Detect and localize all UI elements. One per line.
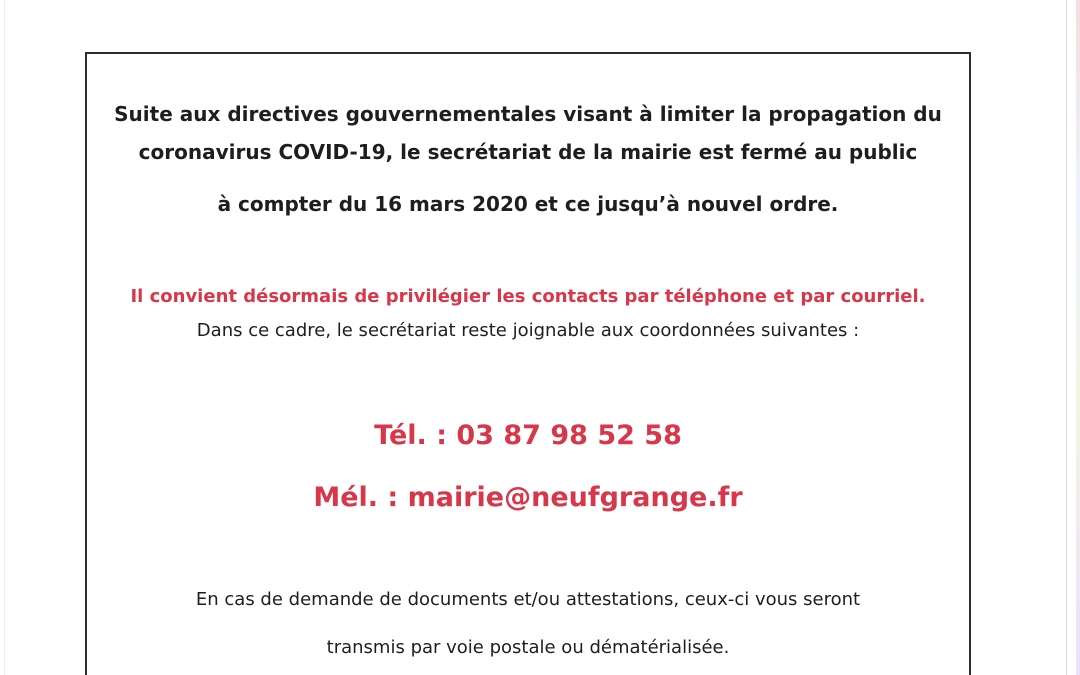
notice-line-directives: Suite aux directives gouvernementales visant à limiter la propagation du bbox=[114, 102, 942, 126]
notice-line-date: à compter du 16 mars 2020 et ce jusqu’à nouvel ordre. bbox=[217, 192, 839, 216]
scan-edge-line bbox=[1066, 0, 1067, 675]
notice-email: Mél. : mairie@neufgrange.fr bbox=[313, 482, 743, 513]
scan-color-fringe bbox=[1076, 0, 1080, 675]
notice-line-transmission: transmis par voie postale ou dématérialisée. bbox=[326, 637, 730, 658]
notice-line-reachable: Dans ce cadre, le secrétariat reste joignable aux coordonnées suivantes : bbox=[196, 320, 860, 341]
notice-phone: Tél. : 03 87 98 52 58 bbox=[374, 420, 682, 451]
notice-line-closure: coronavirus COVID-19, le secrétariat de la mairie est fermé au public bbox=[138, 140, 918, 164]
scan-edge-left bbox=[4, 0, 5, 675]
notice-line-contact-preference: Il convient désormais de privilégier les contacts par téléphone et par courriel. bbox=[130, 286, 926, 307]
notice-line-documents: En cas de demande de documents et/ou attestations, ceux-ci vous seront bbox=[195, 589, 861, 610]
